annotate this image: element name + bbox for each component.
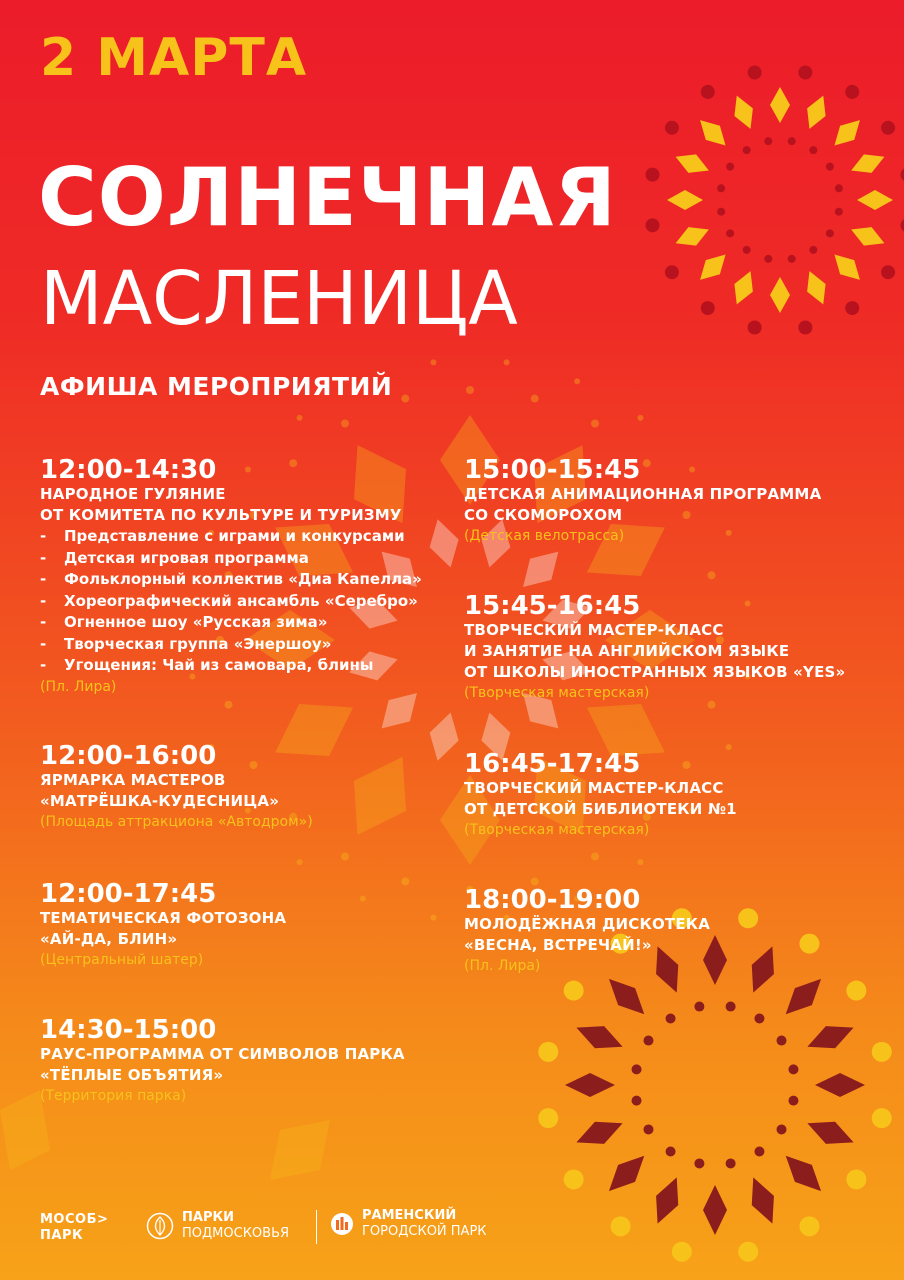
ornament-diamond xyxy=(734,96,752,129)
ornament-diamond xyxy=(430,519,459,567)
event-name: «ВЕСНА, ВСТРЕЧАЙ!» xyxy=(464,936,652,954)
ornament-dot xyxy=(788,137,796,145)
ornament-dot xyxy=(666,1147,676,1157)
ornament-dot xyxy=(564,981,584,1001)
ornament-diamond xyxy=(734,271,752,304)
event-list-item: - Хореографический ансамбль «Серебро» xyxy=(40,591,418,610)
ornament-dot xyxy=(835,184,843,192)
ornament-dot xyxy=(701,85,715,99)
ornament-dot xyxy=(430,915,436,921)
ornament-dot xyxy=(694,1002,704,1012)
footer-divider xyxy=(316,1210,317,1244)
ornament-dot xyxy=(430,359,436,365)
event-place: (Творческая мастерская) xyxy=(464,685,650,701)
ornament-dot xyxy=(665,265,679,279)
ornament-dot xyxy=(754,1013,764,1023)
ornament-dot xyxy=(466,386,474,394)
event-block xyxy=(464,592,845,703)
ornament-diamond xyxy=(815,1073,865,1097)
ornament-diamond xyxy=(676,154,709,172)
page-title-line2: МАСЛЕНИЦА xyxy=(40,256,518,342)
ornament-dot xyxy=(717,184,725,192)
ornament-dot xyxy=(788,1064,798,1074)
ornament-dot xyxy=(748,321,762,335)
ornament-dot xyxy=(777,1036,787,1046)
event-list-item: - Огненное шоу «Русская зима» xyxy=(40,613,328,631)
ornament-dot xyxy=(846,1169,866,1189)
ornament-dot xyxy=(632,1096,642,1106)
ornament-diamond xyxy=(565,1073,615,1097)
ornament-diamond xyxy=(676,227,709,245)
building-circle-icon xyxy=(330,1212,354,1236)
ornament-diamond xyxy=(851,227,884,245)
ornament-dot xyxy=(643,1036,653,1046)
ornament-dot xyxy=(694,1158,704,1168)
ornament-diamond xyxy=(834,254,859,279)
ornament-dot xyxy=(846,981,866,1001)
event-block xyxy=(40,1016,405,1106)
ornament-diamond xyxy=(576,1026,622,1048)
page-title-line1: СОЛНЕЧНАЯ xyxy=(38,151,617,244)
event-time: 12:00-17:45 xyxy=(40,879,217,909)
event-name: НАРОДНОЕ ГУЛЯНИЕ xyxy=(40,485,226,503)
ornament-diamond xyxy=(786,1156,821,1191)
ornament-diamond xyxy=(430,712,459,760)
ornament-dot xyxy=(764,137,772,145)
ornament-diamond xyxy=(807,271,825,304)
ornament-diamond xyxy=(851,154,884,172)
ornament-dot xyxy=(645,218,659,232)
ornament-dot xyxy=(809,146,817,154)
event-time: 14:30-15:00 xyxy=(40,1015,217,1045)
event-block xyxy=(40,456,422,697)
ornament-dot xyxy=(401,395,409,403)
event-place: (Детская велотрасса) xyxy=(464,528,625,544)
event-time: 16:45-17:45 xyxy=(464,749,641,779)
event-list-item: - Угощения: Чай из самовара, блины xyxy=(40,656,374,674)
ornament-dot xyxy=(360,896,366,902)
ornament-dot xyxy=(835,208,843,216)
ornament-dot xyxy=(225,701,233,709)
ornament-dot xyxy=(401,877,409,885)
ornament-dot xyxy=(504,359,510,365)
ornament-dot xyxy=(611,1216,631,1236)
ornament-diamond xyxy=(807,96,825,129)
ornament-dot xyxy=(637,415,643,421)
ornament-dot xyxy=(826,163,834,171)
ornament-dot xyxy=(666,1013,676,1023)
ornament-diamond xyxy=(700,120,725,145)
ornament-dot xyxy=(826,229,834,237)
page-subtitle: АФИША МЕРОПРИЯТИЙ xyxy=(40,372,393,401)
ornament-dot xyxy=(564,1169,584,1189)
ornament-dot xyxy=(777,1124,787,1134)
event-block xyxy=(464,750,737,840)
ornament-dot xyxy=(754,1147,764,1157)
ornament-dot xyxy=(637,859,643,865)
event-name: «ТЁПЛЫЕ ОБЪЯТИЯ» xyxy=(40,1066,224,1084)
ornament-dot xyxy=(707,571,715,579)
ornament-dot xyxy=(297,859,303,865)
mosobpark-logo: МОСОБ> ПАРК xyxy=(40,1212,109,1243)
ornament-dot xyxy=(645,168,659,182)
ornament-dot xyxy=(591,853,599,861)
ornament-dot xyxy=(764,255,772,263)
event-list-item: - Творческая группа «Энершоу» xyxy=(40,634,332,653)
event-block xyxy=(40,880,286,970)
event-name: ДЕТСКАЯ АНИМАЦИОННАЯ ПРОГРАММА xyxy=(464,485,822,503)
ornament-dot xyxy=(297,415,303,421)
ornament-dot xyxy=(872,1108,892,1128)
ornament-dot xyxy=(632,1064,642,1074)
event-place: (Пл. Лира) xyxy=(40,678,117,695)
event-date: 2 МАРТА xyxy=(40,28,308,88)
ornament-dot xyxy=(665,121,679,135)
sun-ornament-top xyxy=(645,65,904,334)
event-place: (Центральный шатер) xyxy=(40,952,204,968)
event-name: ОТ ШКОЛЫ ИНОСТРАННЫХ ЯЗЫКОВ «YES» xyxy=(464,663,846,681)
ornament-dot xyxy=(845,301,859,315)
ornament-dot xyxy=(574,378,580,384)
ornament-diamond xyxy=(770,87,790,123)
leaf-circle-icon xyxy=(146,1212,174,1240)
ornament-diamond xyxy=(752,946,774,992)
ornament-diamond xyxy=(576,1122,622,1144)
event-name: МОЛОДЁЖНАЯ ДИСКОТЕКА xyxy=(464,915,711,933)
ornament-dot xyxy=(748,65,762,79)
ornament-dot xyxy=(809,246,817,254)
ornament-dot xyxy=(538,1108,558,1128)
ornament-dot xyxy=(531,395,539,403)
ornament-diamond xyxy=(609,1156,644,1191)
ornament-dot xyxy=(701,301,715,315)
ornament-diamond xyxy=(609,979,644,1014)
ornament-diamond xyxy=(382,693,417,728)
ornament-dot xyxy=(799,934,819,954)
ornament-diamond xyxy=(807,1122,853,1144)
event-place: (Творческая мастерская) xyxy=(464,822,650,838)
ornament-diamond xyxy=(857,190,893,210)
event-time: 12:00-16:00 xyxy=(40,741,217,771)
event-name: ЯРМАРКА МАСТЕРОВ xyxy=(40,771,226,789)
event-time: 18:00-19:00 xyxy=(464,885,641,915)
event-name: «МАТРЁШКА-КУДЕСНИЦА» xyxy=(40,792,280,810)
event-name: ОТ КОМИТЕТА ПО КУЛЬТУРЕ И ТУРИЗМУ xyxy=(40,506,402,524)
event-name: ОТ ДЕТСКОЙ БИБЛИОТЕКИ №1 xyxy=(464,800,737,818)
event-name: И ЗАНЯТИЕ НА АНГЛИЙСКОМ ЯЗЫКЕ xyxy=(464,642,790,660)
ornament-dot xyxy=(881,121,895,135)
ornament-diamond xyxy=(786,979,821,1014)
event-name: ТВОРЧЕСКИЙ МАСТЕР-КЛАСС xyxy=(464,779,724,797)
ornament-diamond xyxy=(752,1177,774,1223)
ramenskiy-park-logo: РАМЕНСКИЙ ГОРОДСКОЙ ПАРК xyxy=(330,1208,487,1240)
ornament-dot xyxy=(788,255,796,263)
event-place: (Площадь аттракциона «Автодром») xyxy=(40,814,313,830)
event-name: «АЙ-ДА, БЛИН» xyxy=(40,930,178,948)
event-time: 15:45-16:45 xyxy=(464,591,641,621)
ornament-dot xyxy=(799,1216,819,1236)
ornament-diamond xyxy=(700,254,725,279)
event-time: 15:00-15:45 xyxy=(464,455,641,485)
event-name: РАУС-ПРОГРАММА ОТ СИМВОЛОВ ПАРКА xyxy=(40,1045,405,1063)
ornament-diamond xyxy=(656,1177,678,1223)
ornament-dot xyxy=(726,163,734,171)
event-block xyxy=(464,886,710,976)
ornament-diamond xyxy=(834,120,859,145)
ornament-dot xyxy=(738,1242,758,1262)
ornament-dot xyxy=(643,1124,653,1134)
ornament-dot xyxy=(341,853,349,861)
ornament-diamond xyxy=(523,552,558,587)
ornament-dot xyxy=(726,229,734,237)
ornament-dot xyxy=(341,419,349,427)
ornament-dot xyxy=(798,65,812,79)
ornament-dot xyxy=(743,246,751,254)
ornament-diamond xyxy=(807,1026,853,1048)
ornament-diamond xyxy=(770,277,790,313)
ornament-dot xyxy=(538,1042,558,1062)
ornament-diamond xyxy=(354,757,406,835)
ornament-diamond xyxy=(703,1185,727,1235)
event-name: ТЕМАТИЧЕСКАЯ ФОТОЗОНА xyxy=(40,909,287,927)
ornament-dot xyxy=(738,908,758,928)
event-list-item: - Детская игровая программа xyxy=(40,548,309,567)
ornament-diamond xyxy=(667,190,703,210)
ornament-dot xyxy=(726,1158,736,1168)
event-block xyxy=(464,456,821,546)
event-list-item: - Представление с играми и конкурсами xyxy=(40,527,405,545)
ornament-dot xyxy=(726,1002,736,1012)
ornament-dot xyxy=(901,218,904,232)
event-place: (Пл. Лира) xyxy=(464,958,541,974)
ornament-dot xyxy=(901,168,904,182)
ornament-dot xyxy=(743,146,751,154)
ornament-dot xyxy=(798,321,812,335)
ornament-dot xyxy=(788,1096,798,1106)
event-block xyxy=(40,742,313,832)
event-list-item: - Фольклорный коллектив «Диа Капелла» xyxy=(40,570,422,588)
ornament-dot xyxy=(845,85,859,99)
ornament-dot xyxy=(717,208,725,216)
event-name: СО СКОМОРОХОМ xyxy=(464,506,623,524)
event-place: (Территория парка) xyxy=(40,1088,187,1104)
parki-podmoskovya-logo: ПАРКИ ПОДМОСКОВЬЯ xyxy=(146,1210,289,1242)
event-name: ТВОРЧЕСКИЙ МАСТЕР-КЛАСС xyxy=(464,621,724,639)
ornament-dot xyxy=(872,1042,892,1062)
ornament-dot xyxy=(881,265,895,279)
ornament-dot xyxy=(672,1242,692,1262)
event-time: 12:00-14:30 xyxy=(40,455,217,485)
ornament-dot xyxy=(591,419,599,427)
